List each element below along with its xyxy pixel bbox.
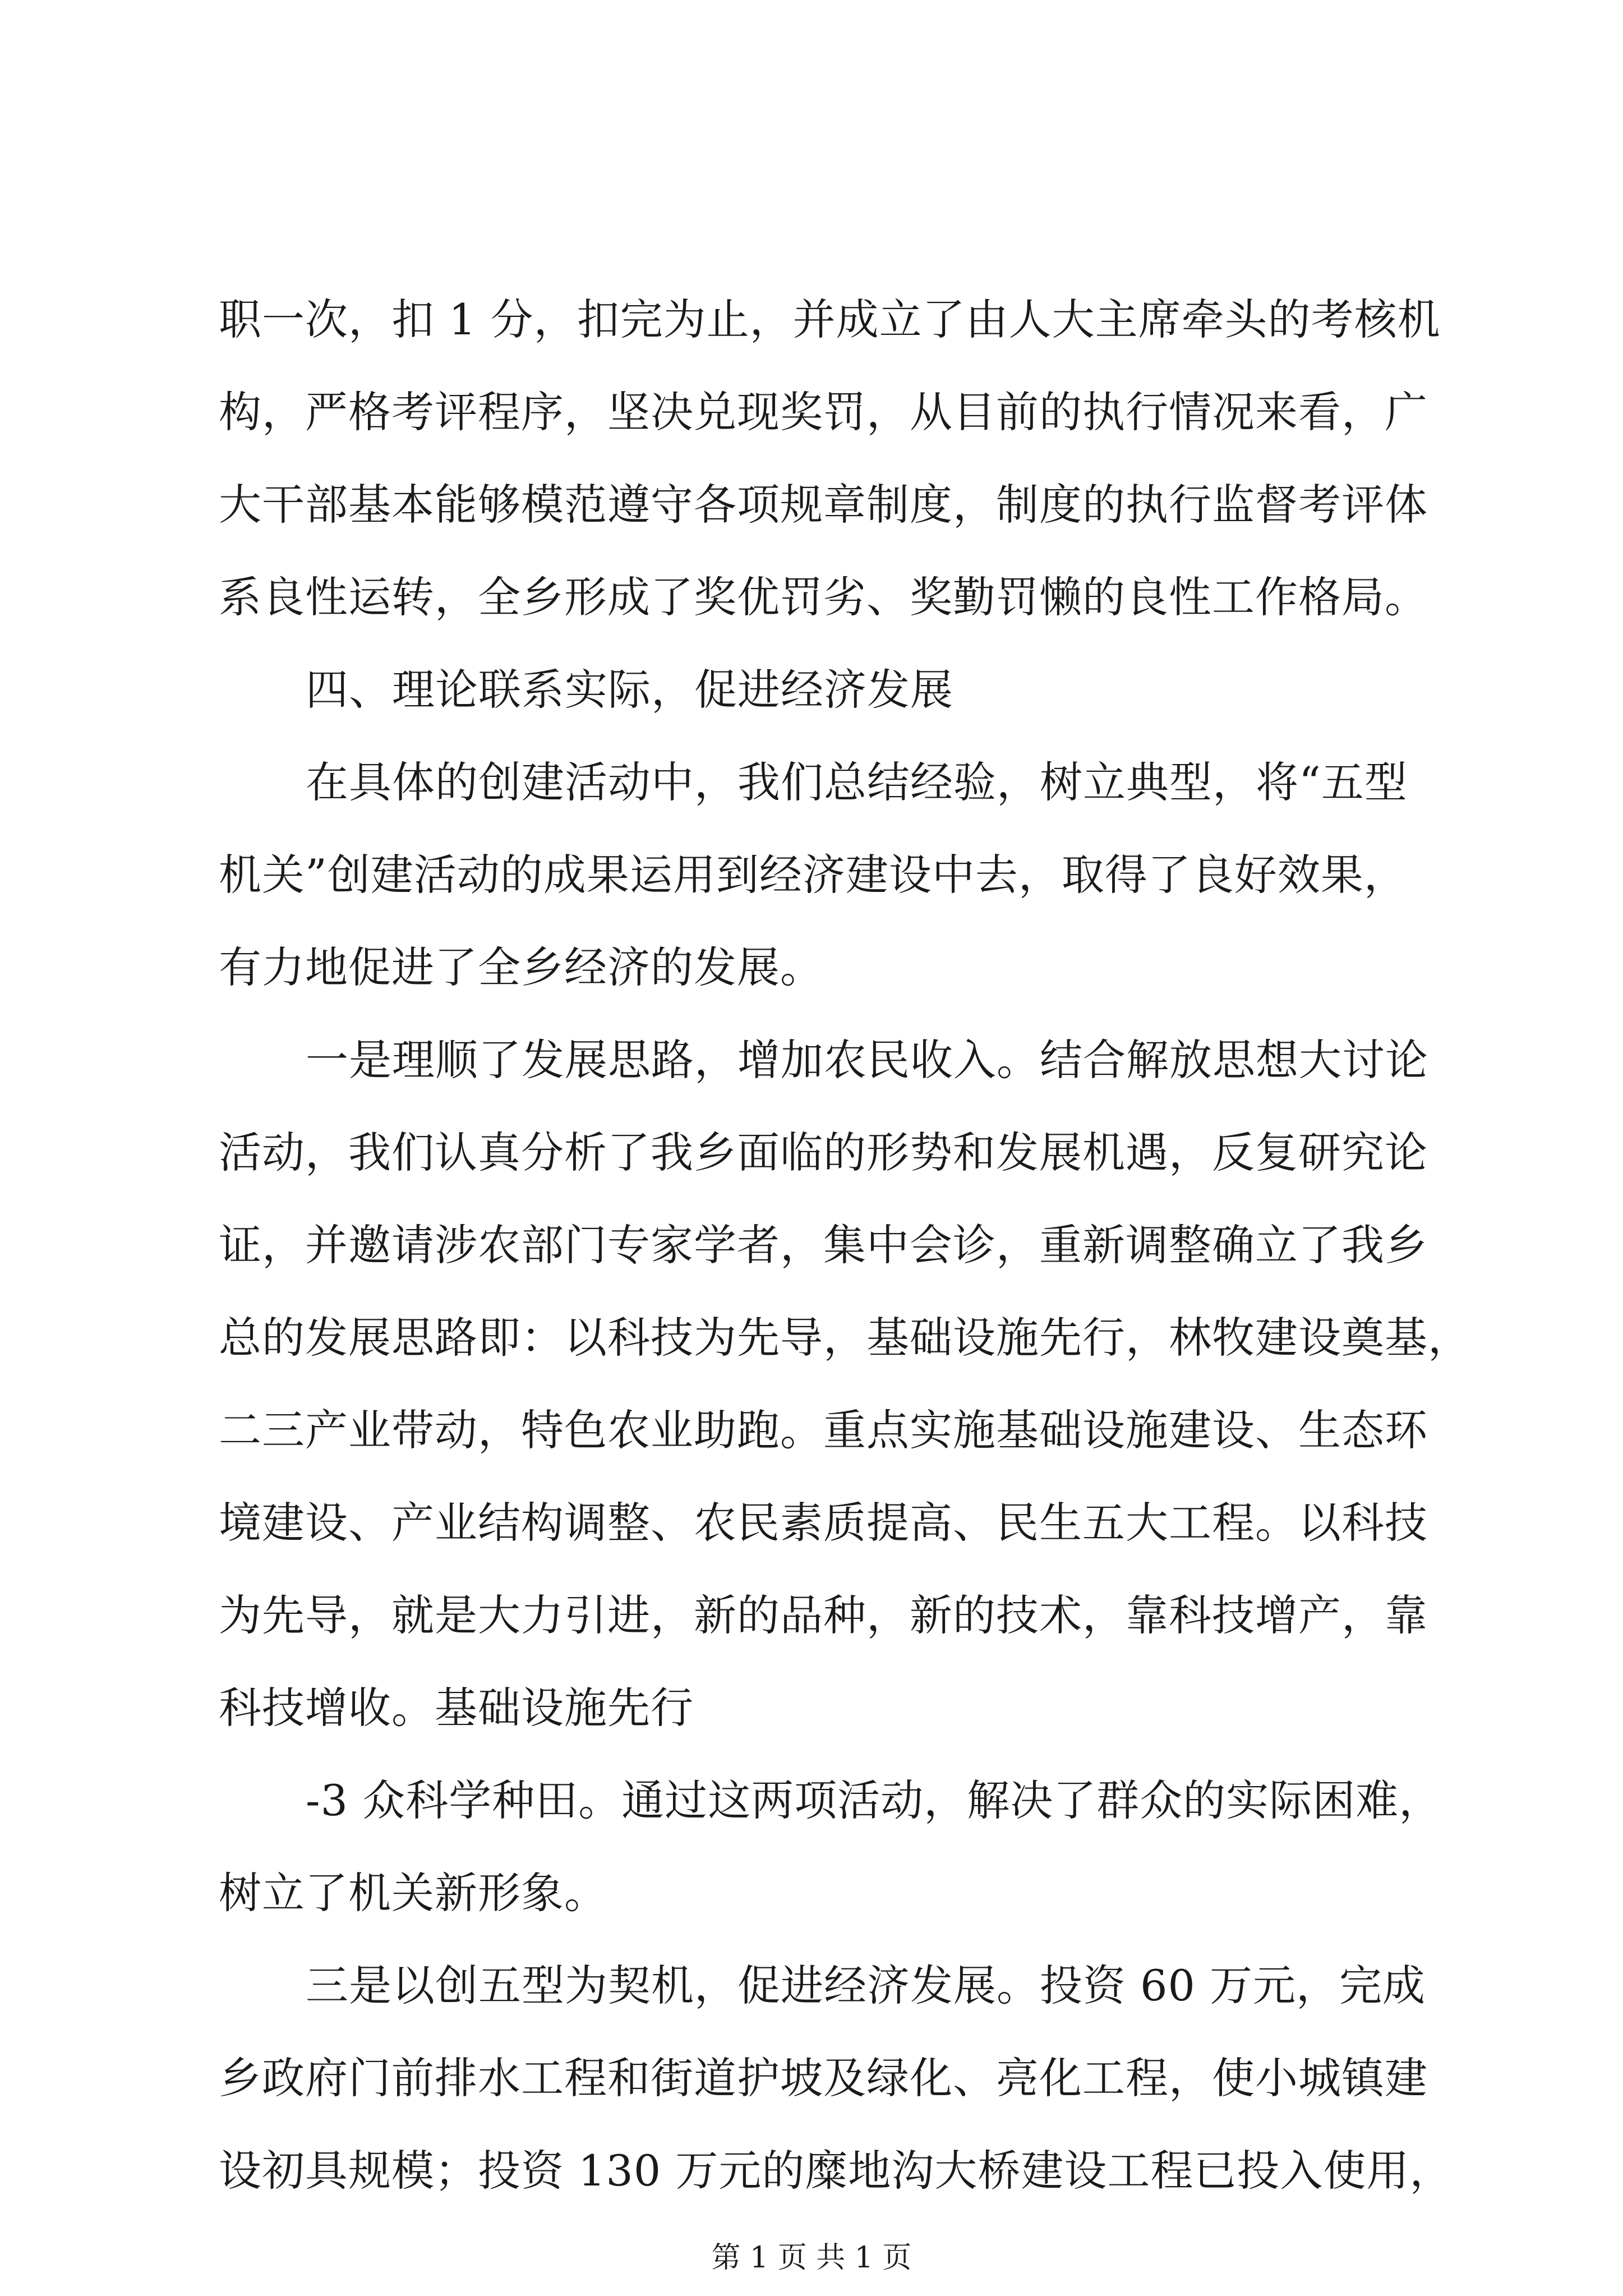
text-line: 机关”创建活动的成果运用到经济建设中去，取得了良好效果， bbox=[219, 850, 1407, 900]
text-line: 系良性运转，全乡形成了奖优罚劣、奖勤罚懒的良性工作格局。 bbox=[219, 572, 1428, 622]
page-number-footer: 第 1 页 共 1 页 bbox=[711, 2241, 912, 2275]
text-line: 树立了机关新形象。 bbox=[219, 1868, 607, 1918]
text-line: 证，并邀请涉农部门专家学者，集中会诊，重新调整确立了我乡 bbox=[219, 1220, 1428, 1270]
text-line: 乡政府门前排水工程和街道护坡及绿化、亮化工程，使小城镇建 bbox=[219, 2053, 1428, 2103]
text-line: -3 众科学种田。通过这两项活动，解决了群众的实际困难， bbox=[306, 1775, 1442, 1825]
text-line: 设初具规模；投资 130 万元的糜地沟大桥建设工程已投入使用， bbox=[219, 2146, 1453, 2196]
text-line: 一是理顺了发展思路，增加农民收入。结合解放思想大讨论 bbox=[306, 1035, 1428, 1085]
text-line: 大干部基本能够模范遵守各项规章制度，制度的执行监督考评体 bbox=[219, 480, 1428, 530]
text-line: 境建设、产业结构调整、农民素质提高、民生五大工程。以科技 bbox=[219, 1498, 1428, 1548]
text-line: 构，严格考评程序，坚决兑现奖罚，从目前的执行情况来看，广 bbox=[219, 387, 1428, 437]
text-line: 为先导，就是大力引进，新的品种，新的技术，靠科技增产，靠 bbox=[219, 1590, 1428, 1640]
text-line: 职一次，扣 1 分，扣完为止，并成立了由人大主席牵头的考核机 bbox=[219, 295, 1441, 344]
text-line: 二三产业带动，特色农业助跑。重点实施基础设施建设、生态环 bbox=[219, 1405, 1428, 1455]
text-line: 活动，我们认真分析了我乡面临的形势和发展机遇，反复研究论 bbox=[219, 1128, 1428, 1177]
text-line: 科技增收。基础设施先行 bbox=[219, 1683, 694, 1733]
text-line: 三是以创五型为契机，促进经济发展。投资 60 万元，完成 bbox=[306, 1961, 1426, 2010]
text-line: 在具体的创建活动中，我们总结经验，树立典型，将“五型 bbox=[306, 757, 1408, 807]
section-heading: 四、理论联系实际，促进经济发展 bbox=[306, 665, 953, 715]
text-line: 总的发展思路即：以科技为先导，基础设施先行，林牧建设奠基， bbox=[219, 1313, 1471, 1363]
text-line: 有力地促进了全乡经济的发展。 bbox=[219, 942, 823, 992]
